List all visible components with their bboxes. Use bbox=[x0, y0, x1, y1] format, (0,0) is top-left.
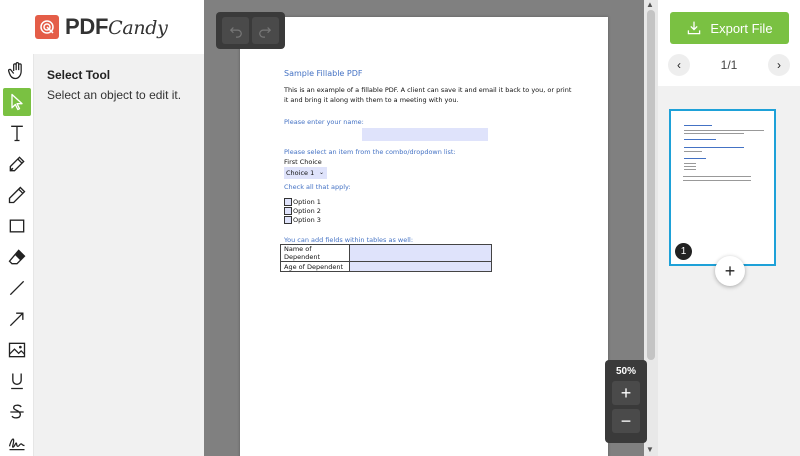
thumb-line bbox=[684, 151, 702, 152]
thumb-line bbox=[684, 163, 696, 164]
dropdown-value: Choice 1 bbox=[286, 169, 315, 177]
combo-prompt: Please select an item from the combo/dropdown list: bbox=[284, 148, 456, 156]
text-icon bbox=[7, 123, 27, 143]
history-controls bbox=[216, 12, 285, 49]
option-3-checkbox[interactable] bbox=[284, 216, 292, 224]
table-row-label: Age of Dependent bbox=[281, 262, 350, 272]
zoom-controls bbox=[605, 360, 647, 443]
option-1-label: Option 1 bbox=[293, 198, 321, 206]
zoom-level: 50% bbox=[615, 366, 636, 377]
pdf-page[interactable] bbox=[240, 17, 608, 456]
logo-text: PDFCandy bbox=[65, 14, 168, 39]
tool-sidebar bbox=[0, 54, 34, 456]
zoom-out-button[interactable]: − bbox=[612, 409, 640, 433]
option-2-row[interactable] bbox=[284, 207, 321, 215]
strikethrough-tool-button[interactable] bbox=[3, 398, 31, 426]
pencil-icon bbox=[7, 185, 27, 205]
thumb-line bbox=[684, 125, 712, 126]
first-choice-label: First Choice bbox=[284, 158, 322, 166]
rectangle-tool-button[interactable] bbox=[3, 212, 31, 240]
eraser-tool-button[interactable] bbox=[3, 243, 31, 271]
table-prompt: You can add fields within tables as well: bbox=[284, 236, 414, 244]
choice-dropdown[interactable] bbox=[284, 167, 327, 179]
thumb-line bbox=[684, 133, 744, 134]
line-tool-button[interactable] bbox=[3, 274, 31, 302]
page-thumbnail[interactable] bbox=[669, 109, 776, 266]
select-tool-button[interactable] bbox=[3, 88, 31, 116]
option-3-row[interactable] bbox=[284, 216, 321, 224]
rectangle-icon bbox=[7, 216, 27, 236]
document-intro: This is an example of a fillable PDF. A client can save it and email it back to you, or print it and bring it along with them to a meeting with you. bbox=[284, 86, 572, 104]
hand-tool-button[interactable] bbox=[3, 57, 31, 85]
pen-tool-button[interactable] bbox=[3, 150, 31, 178]
eraser-icon bbox=[7, 247, 27, 267]
right-panel bbox=[658, 0, 800, 456]
text-tool-button[interactable] bbox=[3, 119, 31, 147]
underline-icon bbox=[7, 371, 27, 391]
tool-info-panel bbox=[34, 54, 204, 456]
tool-panel-description: Select an object to edit it. bbox=[47, 88, 182, 102]
option-1-row[interactable] bbox=[284, 198, 321, 206]
cursor-arrow-icon bbox=[7, 92, 27, 112]
page-navigator bbox=[668, 52, 790, 78]
table-row bbox=[281, 245, 492, 262]
table-row-label: Name of Dependent bbox=[281, 245, 350, 262]
hand-icon bbox=[7, 61, 27, 81]
scrollbar-thumb[interactable] bbox=[647, 10, 655, 360]
undo-button[interactable] bbox=[222, 17, 249, 44]
thumb-line bbox=[684, 166, 696, 167]
arrow-icon bbox=[7, 309, 27, 329]
name-input-field[interactable] bbox=[362, 128, 488, 141]
pen-icon bbox=[7, 154, 27, 174]
dependent-name-field[interactable] bbox=[350, 245, 492, 262]
page-counter: 1/1 bbox=[720, 58, 738, 72]
scroll-up-icon[interactable]: ▲ bbox=[646, 0, 654, 9]
option-2-label: Option 2 bbox=[293, 207, 321, 215]
dependent-age-field[interactable] bbox=[350, 262, 492, 272]
check-prompt: Check all that apply: bbox=[284, 183, 351, 191]
document-canvas[interactable] bbox=[204, 0, 644, 456]
arrow-tool-button[interactable] bbox=[3, 305, 31, 333]
strikethrough-icon bbox=[7, 402, 27, 422]
pdfcandy-logo-icon bbox=[35, 15, 59, 39]
pencil-tool-button[interactable] bbox=[3, 181, 31, 209]
page-thumbnails bbox=[658, 86, 800, 456]
previous-page-button[interactable]: ‹ bbox=[668, 54, 690, 76]
add-page-button[interactable]: + bbox=[715, 256, 745, 286]
thumb-line bbox=[683, 176, 751, 177]
page-number-badge: 1 bbox=[675, 243, 692, 260]
image-tool-button[interactable] bbox=[3, 336, 31, 364]
document-title: Sample Fillable PDF bbox=[284, 69, 363, 78]
image-icon bbox=[7, 340, 27, 360]
thumb-line bbox=[683, 180, 751, 181]
option-3-label: Option 3 bbox=[293, 216, 321, 224]
export-file-button[interactable] bbox=[670, 12, 789, 44]
line-icon bbox=[7, 278, 27, 298]
chevron-down-icon: ⌄ bbox=[318, 169, 324, 176]
underline-tool-button[interactable] bbox=[3, 367, 31, 395]
next-page-button[interactable]: › bbox=[768, 54, 790, 76]
redo-button[interactable] bbox=[252, 17, 279, 44]
name-prompt: Please enter your name: bbox=[284, 118, 364, 126]
tool-panel-title: Select Tool bbox=[47, 68, 111, 82]
signature-icon bbox=[7, 433, 27, 453]
thumb-line bbox=[684, 158, 706, 159]
redo-icon bbox=[258, 24, 272, 38]
logo[interactable] bbox=[0, 0, 204, 54]
option-2-checkbox[interactable] bbox=[284, 207, 292, 215]
scroll-down-icon[interactable]: ▼ bbox=[646, 445, 654, 454]
download-icon bbox=[686, 20, 702, 36]
zoom-in-button[interactable]: + bbox=[612, 381, 640, 405]
export-label: Export File bbox=[710, 20, 773, 36]
table-row bbox=[281, 262, 492, 272]
undo-icon bbox=[229, 24, 243, 38]
thumb-line bbox=[684, 130, 764, 131]
thumb-line bbox=[684, 139, 716, 140]
signature-tool-button[interactable] bbox=[3, 429, 31, 456]
option-1-checkbox[interactable] bbox=[284, 198, 292, 206]
dependents-table bbox=[280, 244, 492, 272]
thumb-line bbox=[684, 169, 696, 170]
thumb-line bbox=[684, 147, 744, 148]
